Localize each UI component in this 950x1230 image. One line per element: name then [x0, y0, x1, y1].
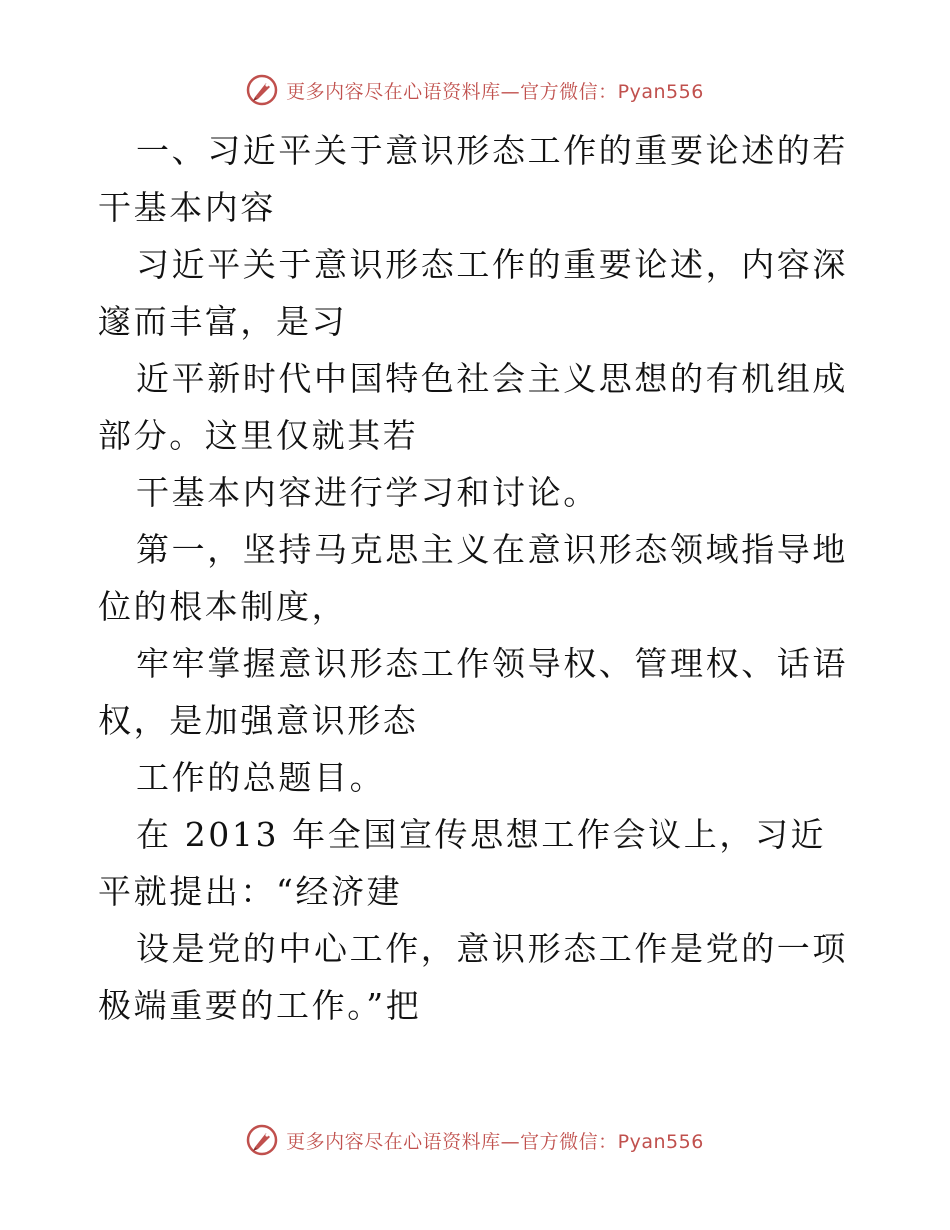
paragraph: 在 2013 年全国宣传思想工作会议上，习近平就提出：“经济建	[98, 815, 827, 911]
paragraph: 干基本内容进行学习和讨论。	[136, 473, 599, 512]
paragraph: 第一，坚持马克思主义在意识形态领域指导地位的根本制度，	[98, 530, 848, 626]
pen-nib-logo-icon	[246, 74, 278, 106]
pen-nib-logo-icon	[246, 1124, 278, 1156]
footer-banner-text: 更多内容尽在心语资料库—官方微信：Pyan556	[286, 1130, 704, 1153]
paragraph: 牢牢掌握意识形态工作领导权、管理权、话语权，是加强意识形态	[98, 644, 848, 740]
paragraph: 习近平关于意识形态工作的重要论述，内容深邃而丰富，是习	[98, 245, 848, 341]
paragraph: 近平新时代中国特色社会主义思想的有机组成部分。这里仅就其若	[98, 359, 848, 455]
paragraph-heading: 一、习近平关于意识形态工作的重要论述的若干基本内容	[98, 131, 848, 227]
header-banner	[0, 70, 950, 110]
paragraph: 设是党的中心工作，意识形态工作是党的一项极端重要的工作。”把	[98, 929, 848, 1025]
document-body	[98, 122, 858, 1034]
footer-banner	[0, 1120, 950, 1160]
paragraph: 工作的总题目。	[136, 758, 386, 797]
header-banner-text: 更多内容尽在心语资料库—官方微信：Pyan556	[286, 80, 704, 103]
